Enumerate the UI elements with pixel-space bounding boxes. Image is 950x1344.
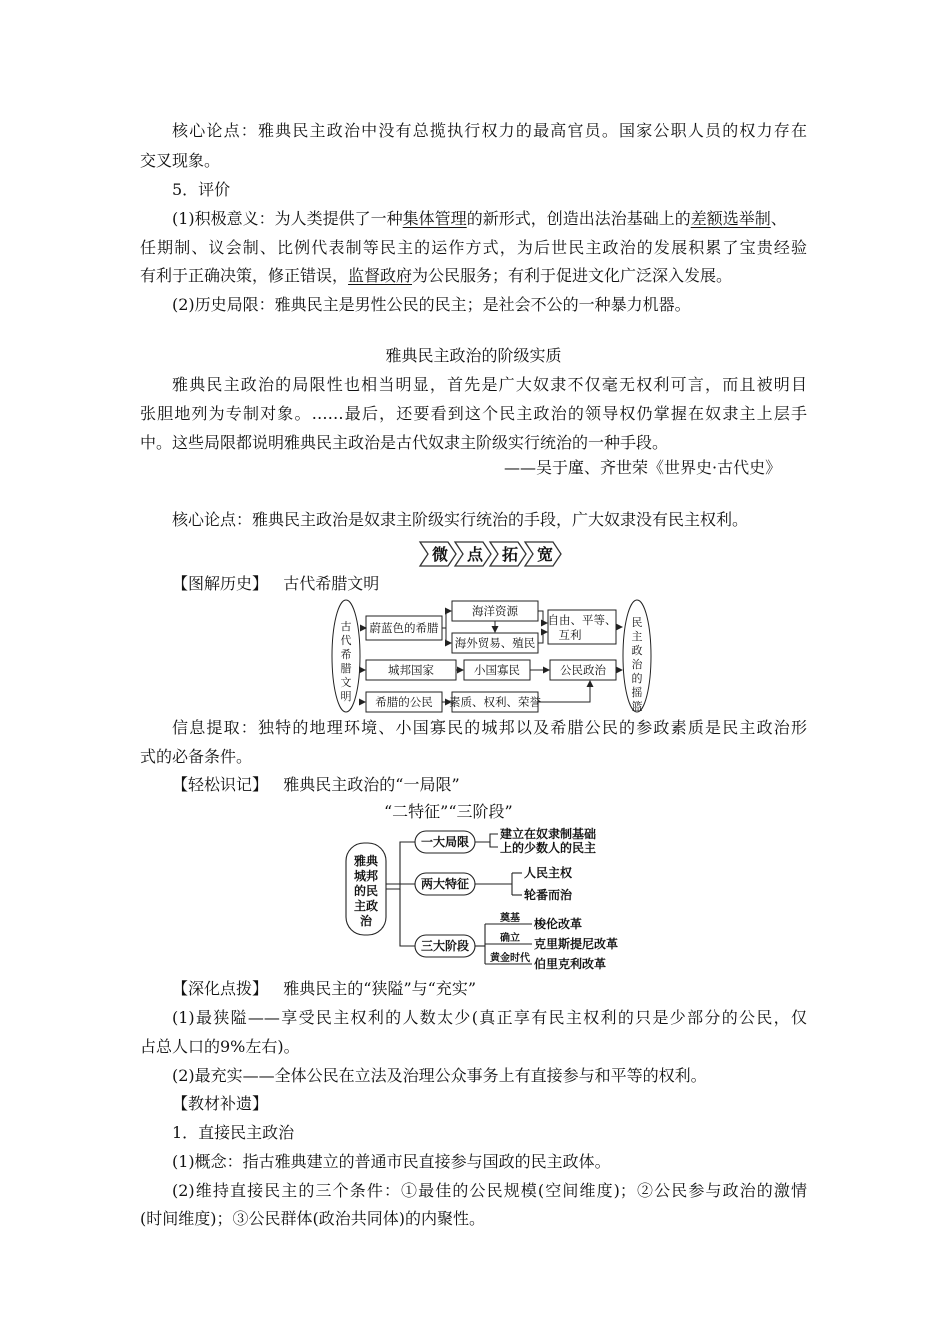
- banner-char-1: 微: [431, 545, 449, 564]
- label-city-state: 城邦国家: [388, 663, 434, 677]
- label-limit-a: 建立在奴隶制基础: [500, 827, 597, 841]
- narrow-line2: 占总人口的9%左右)。: [140, 1037, 300, 1056]
- athens-democracy-mindmap: [340, 825, 650, 975]
- qingsong-heading: 【轻松识记】 雅典民主政治的“一局限”: [172, 775, 460, 794]
- positive-significance-line1: (1)积极意义：为人类提供了一种集体管理的新形式，创造出法治基础上的差额选举制、: [172, 209, 787, 228]
- label-greek-citizens: 希腊的公民: [375, 695, 433, 709]
- label-blue-greece: 蔚蓝色的希腊: [369, 621, 439, 635]
- conditions-line2: (时间维度)；③公民群体(政治共同体)的内聚性。: [140, 1209, 485, 1228]
- substantial-line: (2)最充实——全体公民在立法及治理公众事务上有直接参与和平等的权利。: [172, 1066, 707, 1085]
- quote-line2: 张胆地列为专制对象。……最后，还要看到这个民主政治的领导权仍掌握在奴隶主上层手: [140, 404, 807, 423]
- label-freedom-a: 自由、平等、: [547, 613, 617, 627]
- quote-line1: 雅典民主政治的局限性也相当明显，首先是广大奴隶不仅毫无权利可言，而且被明目: [172, 375, 807, 394]
- quote-title: 雅典民主政治的阶级实质: [385, 346, 562, 365]
- quote-line3: 中。这些局限都说明雅典民主政治是古代奴隶主阶级实行统治的一种手段。: [140, 433, 669, 452]
- label-stages: 三大阶段: [420, 939, 470, 953]
- label-limit-b: 上的少数人的民主: [500, 841, 597, 855]
- label-small-state: 小国寡民: [474, 663, 520, 677]
- label-ocean-resources: 海洋资源: [472, 604, 518, 618]
- direct-democracy-heading: 1．直接民主政治: [172, 1123, 295, 1142]
- banner-char-2: 点: [466, 545, 484, 564]
- right-vertical-label: 民主政治的摇篮: [631, 616, 643, 713]
- quote-source: ——吴于廑、齐世荣《世界史·古代史》: [504, 458, 782, 477]
- core-point-2: 核心论点：雅典民主政治是奴隶主阶级实行统治的手段，广大奴隶没有民主权利。: [172, 510, 749, 529]
- conditions-line1: (2)维持直接民主的三个条件：①最佳的公民规模(空间维度)；②公民参与政治的激情: [172, 1181, 807, 1200]
- label-freedom-b: 互利: [558, 628, 582, 642]
- concept-line: (1)概念：指古雅典建立的普通市民直接参与国政的民主政体。: [172, 1152, 611, 1171]
- info-extract-line1: 信息提取：独特的地理环境、小国寡民的城邦以及希腊公民的参政素质是民主政治形: [172, 718, 807, 737]
- positive-significance-line2: 任期制、议会制、比例代表制等民主的运作方式，为后世民主政治的发展积累了宝贵经验: [140, 238, 807, 257]
- label-stage-golden: 黄金时代: [490, 953, 530, 964]
- label-stage-established: 确立: [500, 933, 520, 944]
- section-heading-evaluation: 5．评价: [172, 180, 231, 199]
- label-limitation: 一大局限: [420, 835, 470, 849]
- positive-significance-line3: 有利于正确决策，修正错误，监督政府为公民服务；有利于促进文化广泛深入发展。: [140, 266, 733, 285]
- core-point-1-cont: 交叉现象。: [140, 151, 221, 170]
- narrow-line1: (1)最狭隘——享受民主权利的人数太少(真正享有民主权利的只是少部分的公民，仅: [172, 1008, 807, 1027]
- underlined-term: 监督政府: [348, 266, 413, 285]
- tujie-heading: 【图解历史】 古代希腊文明: [172, 574, 380, 593]
- label-quality: 素质、权利、荣誉: [449, 695, 541, 709]
- left-vertical-label: 古代希腊文明: [340, 620, 352, 703]
- underlined-term: 差额选举制: [690, 209, 771, 228]
- historical-limitation: (2)历史局限：雅典民主是男性公民的民主；是社会不公的一种暴力机器。: [172, 295, 691, 314]
- label-pericles: 伯里克利改革: [534, 957, 607, 971]
- label-features: 两大特征: [420, 877, 470, 891]
- shenhua-heading: 【深化点拨】 雅典民主的“狭隘”与“充实”: [172, 979, 477, 998]
- greek-civilization-diagram: [330, 598, 660, 714]
- jiaocai-heading: 【教材补遗】: [172, 1094, 269, 1113]
- core-point-1: 核心论点：雅典民主政治中没有总揽执行权力的最高官员。国家公职人员的权力存在: [172, 121, 807, 140]
- label-cleisthenes: 克里斯提尼改革: [534, 937, 619, 951]
- label-citizen-politics: 公民政治: [560, 663, 606, 677]
- banner-char-3: 拓: [501, 545, 519, 564]
- qingsong-subtitle: “二特征”“三阶段”: [384, 802, 513, 821]
- label-trade: 海外贸易、殖民: [454, 636, 536, 650]
- label-rotation: 轮番而治: [524, 888, 573, 902]
- label-solon: 梭伦改革: [534, 917, 583, 931]
- underlined-term: 集体管理: [402, 209, 467, 228]
- label-stage-foundation: 奠基: [500, 913, 520, 924]
- root-label: 雅典城邦的民主政治: [353, 854, 379, 928]
- section-banner: [418, 540, 564, 568]
- label-people-sovereignty: 人民主权: [524, 866, 573, 880]
- banner-char-4: 宽: [536, 545, 554, 564]
- info-extract-line2: 式的必备条件。: [140, 747, 253, 766]
